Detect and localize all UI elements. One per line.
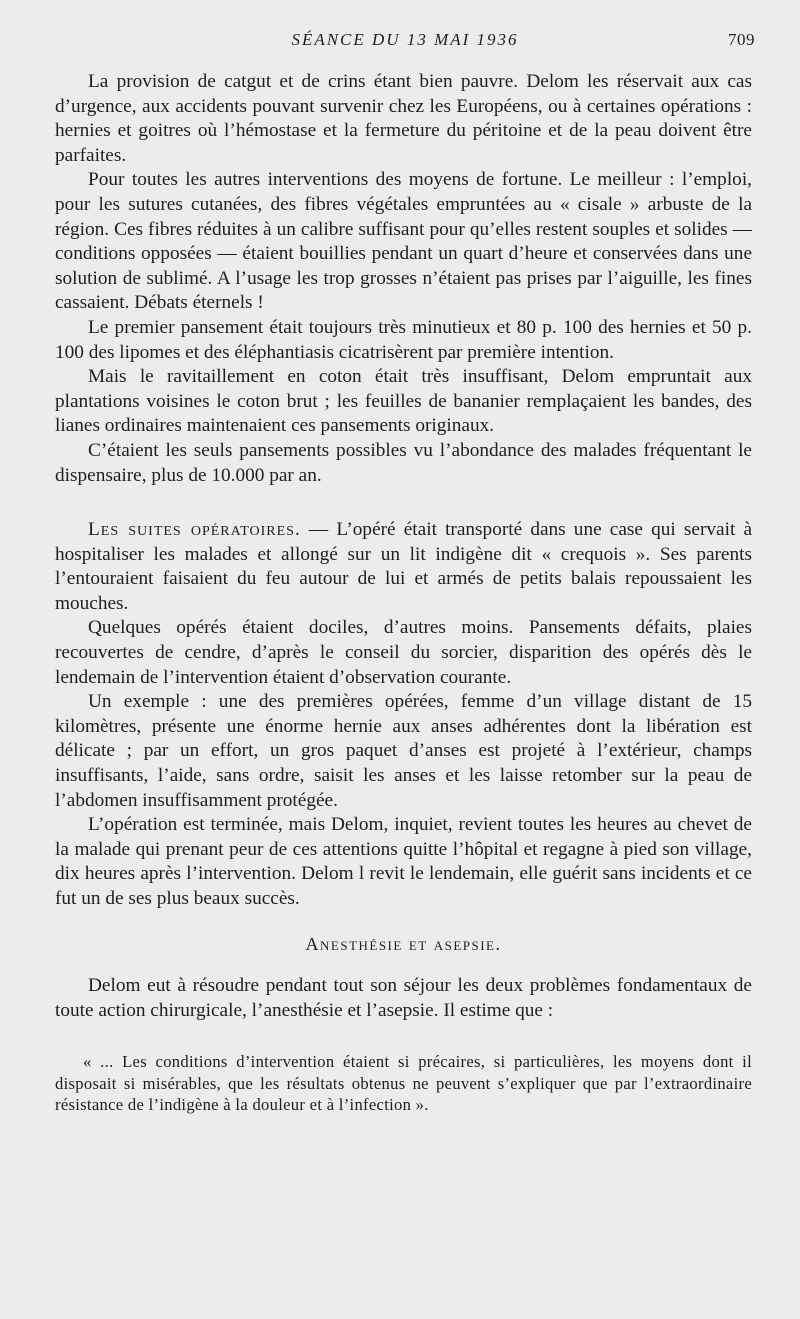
paragraph: Un exemple : une des premières opérées, femme d’un village distant de 15 kilomètres, présente une énorme hernie aux anses adhérentes dont la libération est délicate ; par un effort, un gros paquet d’anses est projeté à l’extérieur, champs insuffisants, l’aide, sans ordre, saisit les anses et les laisse retomber sur la peau de l’abdomen insuffisamment protégée. [55, 691, 752, 811]
paragraph-suites-operatoires [55, 518, 752, 616]
paragraph: La provision de catgut et de crins étant bien pauvre. Delom les réservait aux cas d’urgence, aux accidents pouvant survenir chez les Européens, ou à certaines opérations : hernies et goitres où l’hémostase et la fermeture du péritoine et de la peau doivent être parfaites. [55, 71, 752, 166]
section-heading: Anesthésie et asepsie. [305, 933, 502, 954]
paragraph: Pour toutes les autres interventions des moyens de fortune. Le meilleur : l’emploi, pour les sutures cutanées, des fibres végétales empruntées au « cisale » arbuste de la région. Ces fibres réduites à un calibre suffisant pour qu’elles restent souples et solides — conditions opposées — étaient bouillies pendant un quart d’heure et conservées dans une solution de sublimé. A l’usage les trop grosses n’étaient pas prises par l’aiguille, les fines cassaient. Débats éternels ! [55, 169, 752, 314]
paragraph: Quelques opérés étaient dociles, d’autres moins. Pansements défaits, plaies recouvertes de cendre, d’après le conseil du sorcier, disparition des opérés dès le lendemain de l’intervention étaient d’observation courante. [55, 617, 752, 688]
paragraph: C’étaient les seuls pansements possibles vu l’abondance des malades fréquentant le dispensaire, plus de 10.000 par an. [55, 439, 752, 486]
paragraph-text: — L’opéré était transporté dans une case qui servait à hospitaliser les malades et allongé sur un lit indigène dit « crequois ». Ses parents l’entouraient faisaient du feu autour de lui et armés de petits balais repoussaient les mouches. [55, 519, 753, 614]
paragraph: L’opération est terminée, mais Delom, inquiet, revient toutes les heures au chevet de la malade qui prenant peur de ces attentions quitte l’hôpital et regagne à pied son village, dix heures après l’intervention. Delom l revit le lendemain, elle guérit sans incidents et ce fut un de ses plus beaux succès. [55, 814, 752, 909]
paragraph: Le premier pansement était toujours très minutieux et 80 p. 100 des hernies et 50 p. 100 des lipomes et des éléphantiasis cicatrisèrent par première intention. [55, 316, 752, 363]
body-text [55, 70, 752, 1115]
paragraph: Delom eut à résoudre pendant tout son séjour les deux problèmes fondamentaux de toute action chirurgicale, l’anesthésie et l’asepsie. Il estime que : [55, 975, 752, 1021]
page-number: 709 [728, 30, 755, 49]
section-lead: Les suites opératoires. [88, 519, 301, 541]
header-title: SÉANCE DU 13 MAI 1936 [291, 30, 519, 49]
block-quote: « ... Les conditions d’intervention étaient si précaires, si particulières, les moyens dont il disposait si misérables, que les résultats obtenus ne peuvent s’expliquer que par l’extraordinaire résistance de l’indigène à la douleur et à l’infection ». [55, 1052, 752, 1114]
paragraph: Mais le ravitaillement en coton était très insuffisant, Delom empruntait aux plantations voisines le coton brut ; les feuilles de bananier remplaçaient les bandes, des lianes ordinaires maintenaient ces pansements originaux. [55, 366, 752, 437]
running-header [55, 30, 755, 56]
